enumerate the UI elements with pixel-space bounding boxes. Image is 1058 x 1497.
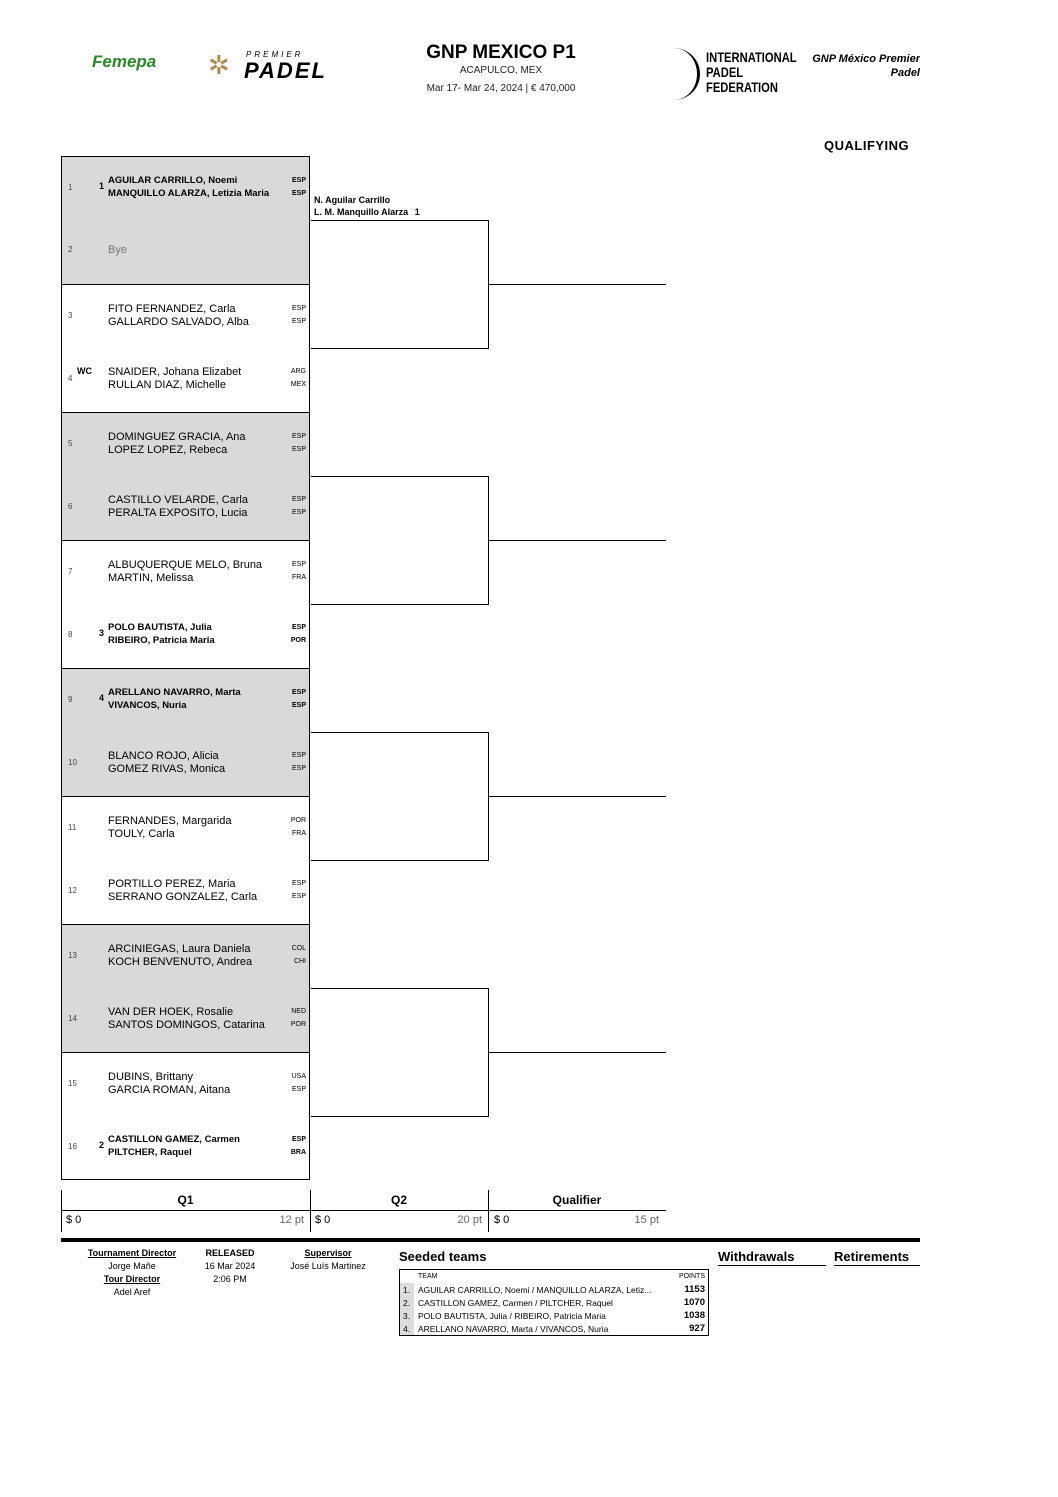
round-q2-label: Q2: [390, 1193, 407, 1207]
seed-label: 2: [99, 1140, 105, 1150]
slot-number: 14: [68, 1014, 77, 1023]
bye-label: Bye: [108, 244, 127, 256]
country-1: ESP: [291, 880, 306, 887]
q2-result-line: [489, 284, 666, 285]
q1-prize: $ 0: [66, 1214, 82, 1226]
seed-rank: 3.: [400, 1309, 414, 1322]
td-label: Tournament Director: [87, 1248, 177, 1258]
draw-slot: [61, 988, 310, 1052]
tournament-location: ACAPULCO, MEX: [459, 65, 543, 76]
slot-number: 4: [68, 374, 73, 383]
withdrawals-heading: Withdrawals: [718, 1249, 826, 1266]
sup-name: José Luís Martinez: [290, 1261, 366, 1271]
winner-player-2: L. M. Manquillo Alarza: [314, 207, 409, 217]
seeded-row: [400, 1309, 708, 1322]
seed-label: 4: [99, 693, 105, 703]
country-1: ESP: [291, 177, 306, 184]
draw-slot: [61, 796, 310, 860]
team-col: TEAM: [418, 1273, 438, 1280]
draw-slot: [61, 476, 310, 540]
country-2: BRA: [290, 1149, 306, 1156]
country-2: ESP: [291, 702, 306, 709]
country-1: ESP: [291, 1136, 306, 1143]
player-1: ARCINIEGAS, Laura Daniela: [108, 943, 251, 955]
tour-name: Adel Aref: [113, 1287, 151, 1297]
player-2: KOCH BENVENUTO, Andrea: [108, 956, 253, 968]
player-1: PORTILLO PEREZ, Maria: [108, 878, 236, 890]
q1-match-line: [311, 988, 489, 989]
released-date: 16 Mar 2024: [204, 1261, 256, 1271]
draw-type: QUALIFYING: [824, 138, 910, 153]
retirements-heading: Retirements: [834, 1249, 920, 1266]
player-1: CASTILLON GAMEZ, Carmen: [108, 1134, 240, 1145]
round-qualifier-label: Qualifier: [552, 1193, 602, 1207]
player-2: MANQUILLO ALARZA, Letizia Maria: [108, 188, 270, 199]
slot-number: 6: [68, 502, 73, 511]
q1-match-line: [311, 732, 489, 733]
player-2: GOMEZ RIVAS, Monica: [108, 763, 226, 775]
country-1: POR: [290, 817, 306, 824]
supervisor: [278, 1248, 378, 1271]
country-2: FRA: [292, 830, 306, 837]
seeded-table: [399, 1269, 709, 1336]
q2-prize: $ 0: [315, 1214, 331, 1226]
q2-points: 20 pt: [457, 1214, 482, 1226]
released-time: 2:06 PM: [213, 1274, 247, 1284]
qualifier-prize: $ 0: [494, 1214, 510, 1226]
player-1: POLO BAUTISTA, Julia: [108, 622, 212, 633]
country-2: ESP: [291, 190, 306, 197]
premier-logo-top: PREMIER: [246, 50, 304, 59]
seeded-row: [400, 1283, 708, 1296]
round-q1-label: Q1: [177, 1193, 194, 1207]
seed-label: 1: [99, 181, 105, 191]
ipf-line: INTERNATIONAL: [706, 49, 797, 65]
player-1: VAN DER HOEK, Rosalie: [108, 1006, 234, 1018]
slot-number: 12: [68, 886, 77, 895]
released-label: RELEASED: [205, 1248, 255, 1258]
seeded-row: [400, 1296, 708, 1309]
country-2: ESP: [291, 509, 306, 516]
draw-slot: [61, 220, 310, 284]
draw-slot: [61, 284, 310, 348]
player-1: SNAIDER, Johana Elizabet: [108, 366, 242, 378]
draw-slot: [61, 1116, 310, 1180]
slot-number: 16: [68, 1142, 77, 1151]
player-2: GARCIA ROMAN, Aitana: [108, 1084, 231, 1096]
draw-slot: [61, 412, 310, 476]
ipf-line: PADEL: [706, 64, 744, 80]
country-1: ESP: [291, 624, 306, 631]
tournament-title: GNP MEXICO P1: [426, 42, 576, 63]
q1-points: 12 pt: [279, 1214, 304, 1226]
draw-slot: [61, 540, 310, 604]
slot-number: 15: [68, 1079, 77, 1088]
country-1: NED: [291, 1008, 306, 1015]
q1-match-line: [311, 348, 489, 349]
player-1: ARELLANO NAVARRO, Marta: [108, 687, 241, 698]
slot-number: 13: [68, 951, 77, 960]
slot-number: 9: [68, 695, 73, 704]
q1-match-line: [311, 1116, 489, 1117]
player-2: PERALTA EXPOSITO, Lucia: [108, 507, 248, 519]
player-2: VIVANCOS, Nuria: [108, 700, 187, 711]
winner-seed: 1: [414, 207, 420, 217]
draw-slot: [61, 156, 310, 220]
officials: [72, 1248, 192, 1297]
q2-result-line: [489, 796, 666, 797]
player-2: GALLARDO SALVADO, Alba: [108, 316, 249, 328]
sup-label: Supervisor: [304, 1248, 352, 1258]
draw-slot: [61, 732, 310, 796]
player-1: DOMINGUEZ GRACIA, Ana: [108, 431, 246, 443]
player-1: FITO FERNANDEZ, Carla: [108, 303, 236, 315]
seed-rank: 1.: [400, 1283, 414, 1296]
q1-match-line: [311, 604, 489, 605]
seed-team: POLO BAUTISTA, Julia / RIBEIRO, Patricia Maria: [418, 1310, 606, 1321]
country-2: MEX: [290, 381, 306, 388]
country-1: ESP: [291, 752, 306, 759]
q1-winner: [314, 194, 420, 218]
draw-slot: [61, 924, 310, 988]
player-2: RULLAN DIAZ, Michelle: [108, 379, 226, 391]
q2-result-line: [489, 540, 666, 541]
slot-number: 3: [68, 311, 73, 320]
gnp-logo: GNP México Premier Padel: [812, 53, 920, 79]
seed-rank: 2.: [400, 1296, 414, 1309]
points-col: POINTS: [678, 1273, 705, 1280]
q1-match-line: [311, 220, 489, 221]
player-1: BLANCO ROJO, Alicia: [108, 750, 219, 762]
country-1: ESP: [291, 561, 306, 568]
slot-number: 5: [68, 439, 73, 448]
ipf-line: FEDERATION: [706, 79, 778, 95]
draw-slot: [61, 860, 310, 924]
seed-points: 1153: [684, 1284, 705, 1295]
seed-team: CASTILLON GAMEZ, Carmen / PILTCHER, Raquel: [418, 1297, 613, 1308]
player-2: SERRANO GONZALEZ, Carla: [108, 891, 258, 903]
draw-slot: [61, 668, 310, 732]
ipf-logo-text: [706, 50, 797, 95]
seed-label: WC: [77, 366, 92, 376]
seed-points: 1038: [683, 1310, 705, 1321]
country-2: FRA: [292, 574, 306, 581]
slot-number: 1: [68, 183, 73, 192]
country-2: POR: [290, 1021, 306, 1028]
q2-result-line: [489, 1052, 666, 1053]
country-1: ESP: [291, 496, 306, 503]
country-2: ESP: [291, 318, 306, 325]
premier-padel-star-icon: ✲: [208, 50, 230, 80]
draw-slot: [61, 604, 310, 668]
player-1: CASTILLO VELARDE, Carla: [108, 494, 248, 506]
country-1: ESP: [291, 433, 306, 440]
femepa-logo: Femepa: [92, 52, 157, 71]
seed-points: 927: [689, 1323, 705, 1334]
slot-number: 7: [68, 567, 73, 576]
seeded-title: Seeded teams: [399, 1249, 487, 1264]
country-2: ESP: [291, 893, 306, 900]
country-1: ESP: [291, 305, 306, 312]
country-2: ESP: [291, 1086, 306, 1093]
seed-team: AGUILAR CARRILLO, Noemi / MANQUILLO ALARZA, Letiz...: [418, 1284, 652, 1295]
player-2: RIBEIRO, Patricia Maria: [108, 635, 215, 646]
slot-number: 8: [68, 630, 73, 639]
released: [192, 1248, 268, 1284]
country-1: COL: [291, 945, 306, 952]
player-2: MARTIN, Melissa: [108, 572, 194, 584]
winner-player-1: N. Aguilar Carrillo: [314, 195, 391, 205]
player-2: SANTOS DOMINGOS, Catarina: [108, 1019, 265, 1031]
q1-match-line: [311, 860, 489, 861]
draw-slot: [61, 1052, 310, 1116]
seed-points: 1070: [683, 1297, 705, 1308]
player-2: PILTCHER, Raquel: [108, 1147, 192, 1158]
player-1: AGUILAR CARRILLO, Noemi: [108, 175, 238, 186]
country-2: ESP: [291, 765, 306, 772]
player-1: FERNANDES, Margarida: [108, 815, 232, 827]
seed-rank: 4.: [400, 1322, 414, 1335]
tour-label: Tour Director: [103, 1274, 161, 1284]
player-1: ALBUQUERQUE MELO, Bruna: [108, 559, 263, 571]
country-2: POR: [290, 637, 306, 644]
country-1: USA: [291, 1073, 306, 1080]
country-2: ESP: [291, 446, 306, 453]
seed-team: ARELLANO NAVARRO, Marta / VIVANCOS, Nuria: [418, 1323, 609, 1334]
seed-label: 3: [99, 628, 105, 638]
slot-number: 2: [68, 245, 73, 254]
qualifier-points: 15 pt: [634, 1214, 659, 1226]
player-1: DUBINS, Brittany: [108, 1071, 193, 1083]
tournament-dates: Mar 17- Mar 24, 2024 | € 470,000: [426, 83, 576, 94]
player-2: LOPEZ LOPEZ, Rebeca: [108, 444, 228, 456]
slot-number: 11: [68, 823, 77, 832]
slot-number: 10: [68, 758, 77, 767]
player-2: TOULY, Carla: [108, 828, 175, 840]
country-1: ARG: [290, 368, 306, 375]
ipf-ball-icon: [663, 48, 700, 100]
td-name: Jorge Mañe: [108, 1261, 156, 1271]
draw-slot: [61, 348, 310, 412]
q1-match-line: [311, 476, 489, 477]
footer-divider: [61, 1238, 920, 1242]
premier-logo-bottom: PADEL: [244, 58, 327, 83]
country-1: ESP: [291, 689, 306, 696]
seeded-row: [400, 1322, 708, 1335]
country-2: CHI: [293, 958, 306, 965]
